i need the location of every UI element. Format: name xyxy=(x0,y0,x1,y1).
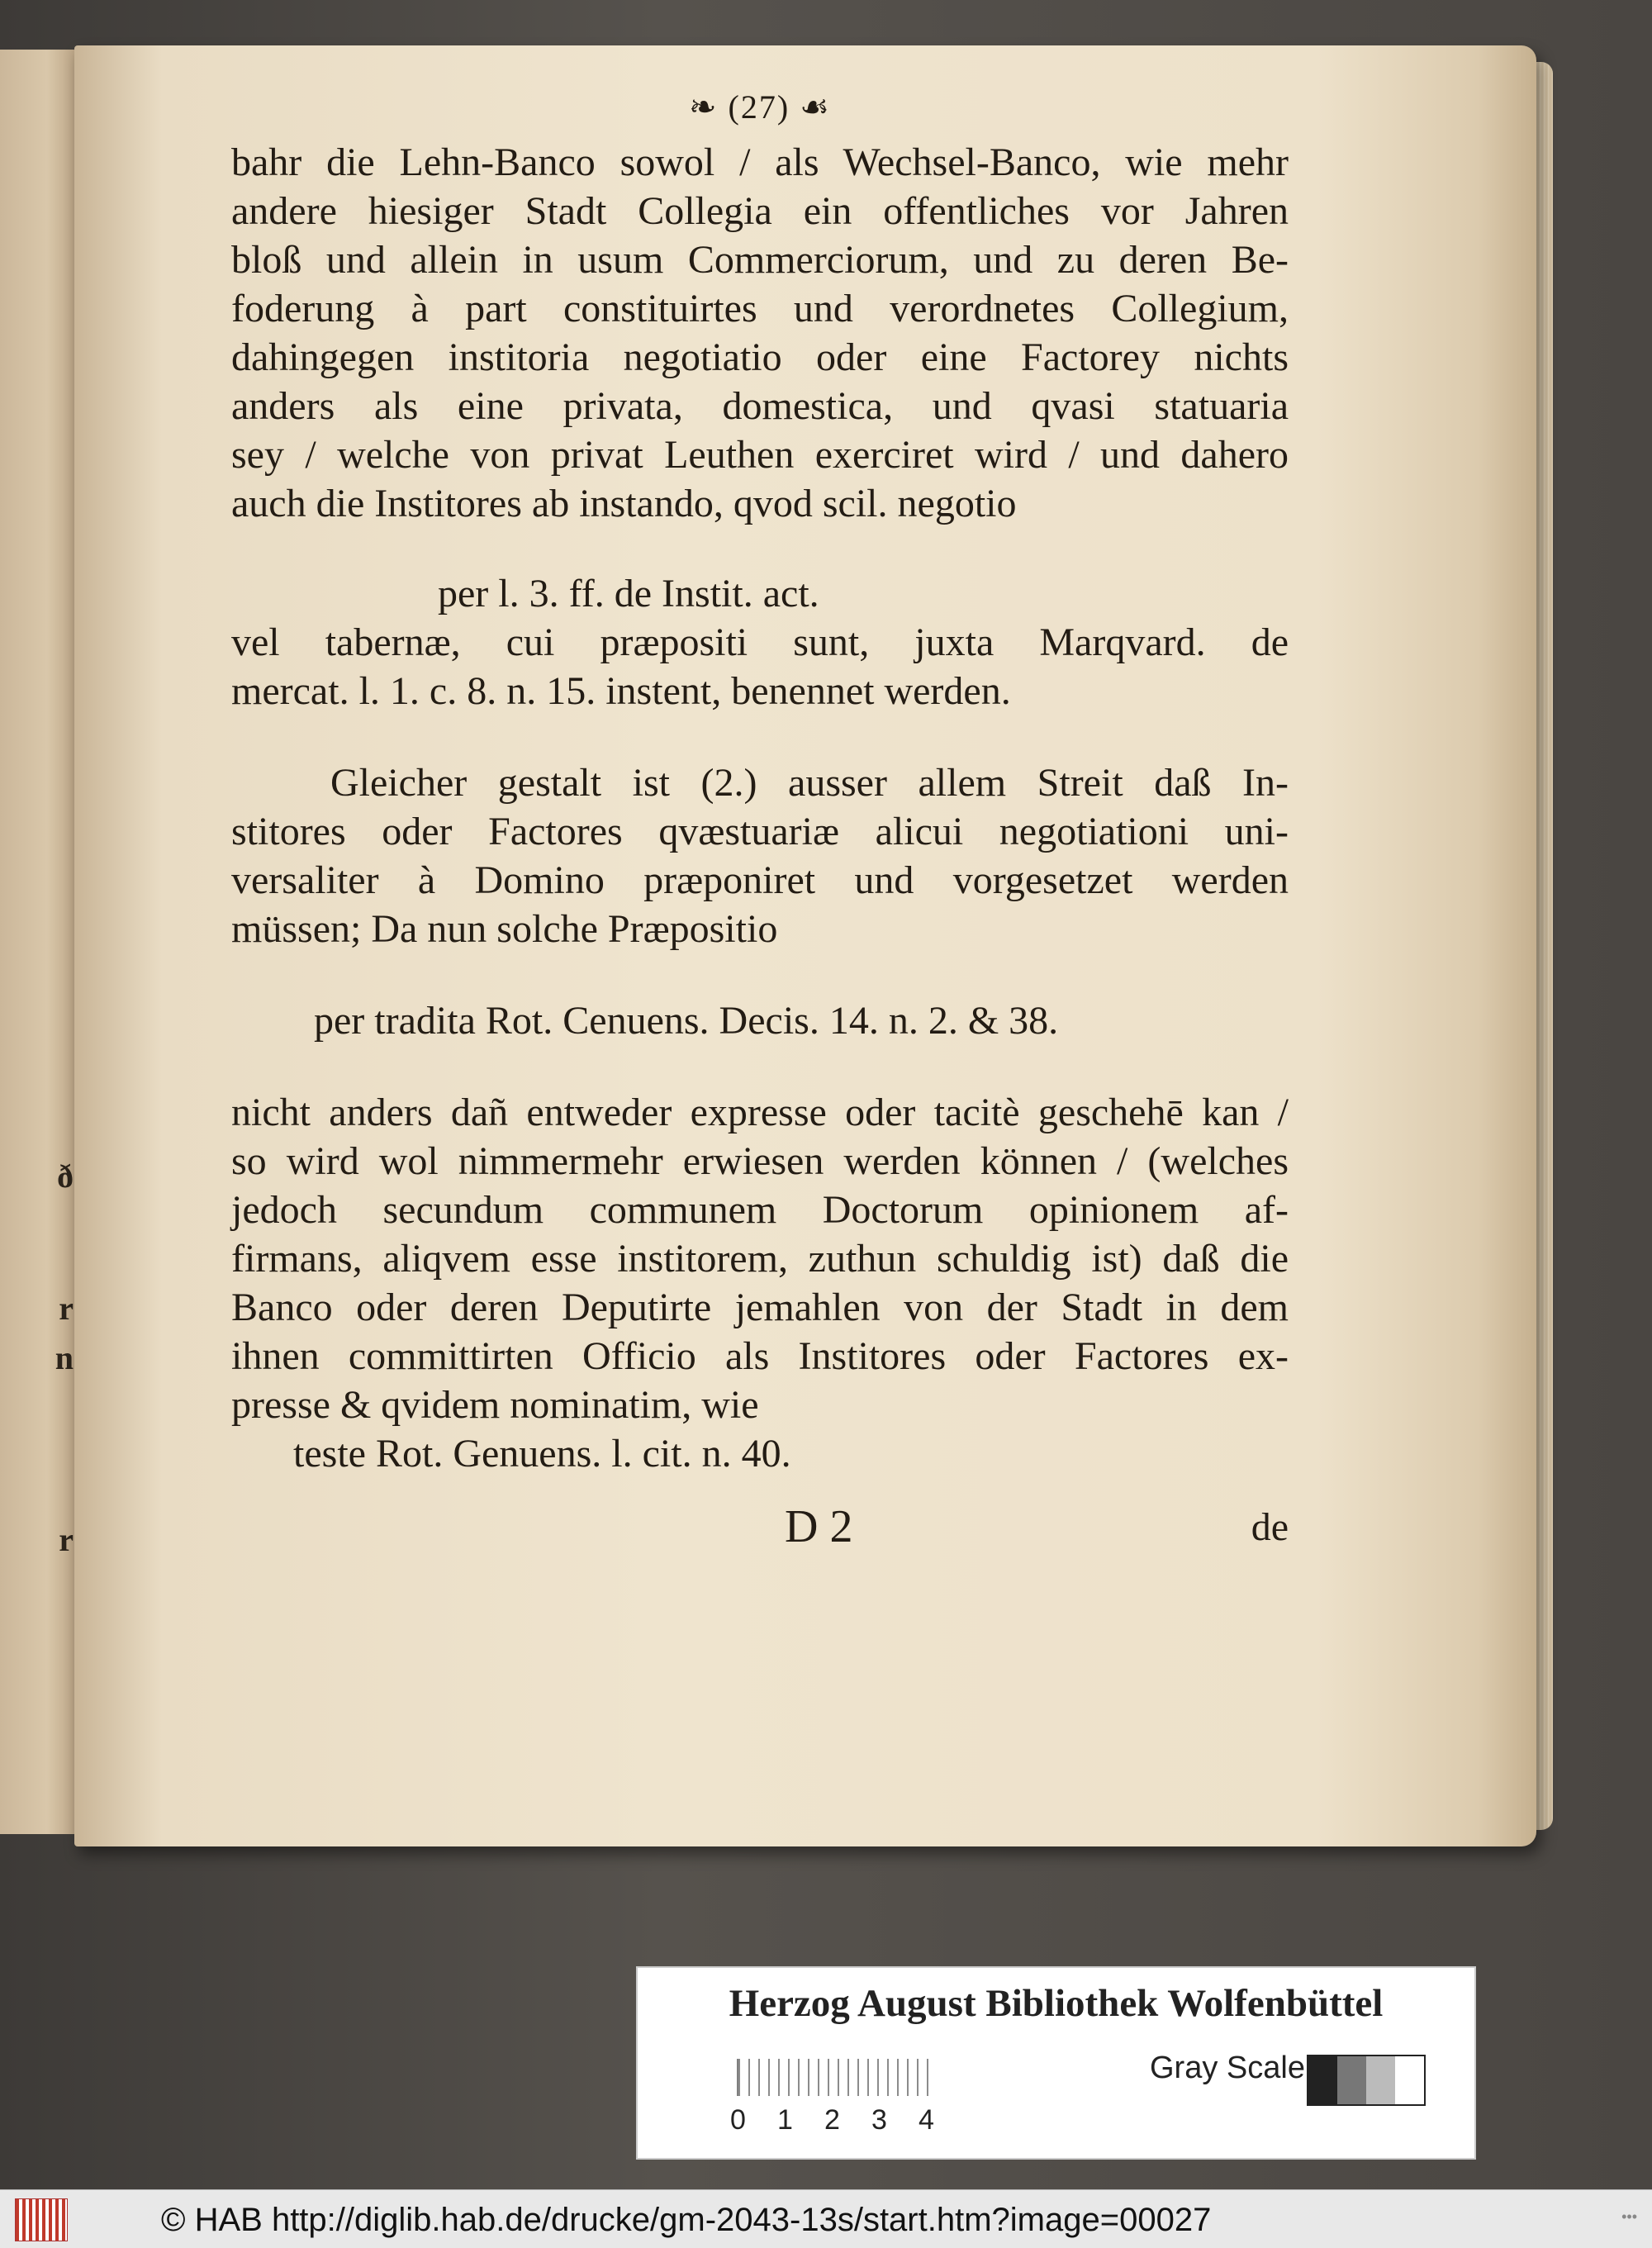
gray-step xyxy=(1308,2056,1337,2104)
text-line: foderung à part constituirtes und verordnetes Collegium, xyxy=(231,287,1289,330)
paragraph-1 xyxy=(231,138,1289,528)
text-line: stitores oder Factores qvæstuariæ alicui negotiationi uni- xyxy=(231,810,1289,853)
page-number: (27) xyxy=(728,88,790,126)
text-line: jedoch secundum communem Doctorum opinionem af- xyxy=(231,1188,1289,1232)
library-color-card xyxy=(636,1966,1476,2160)
page-text xyxy=(231,83,1289,1569)
ornament-left-icon: ❧ xyxy=(688,88,729,126)
text-line: so wird wol nimmermehr erwiesen werden können / (welches xyxy=(231,1139,1289,1183)
scale-ruler xyxy=(737,2059,937,2096)
hab-logo-icon xyxy=(15,2198,68,2241)
ruler-number: 4 xyxy=(919,2104,934,2136)
ruler-number: 0 xyxy=(730,2104,746,2136)
gray-step xyxy=(1366,2056,1395,2104)
footer-marker: ••• xyxy=(1621,2208,1637,2225)
text-line: vel tabernæ, cui præpositi sunt, juxta Marqvard. de xyxy=(231,620,1289,664)
page-header xyxy=(231,83,1289,131)
previous-page-edge xyxy=(0,50,78,1834)
text-line: anders als eine privata, domestica, und qvasi statuaria xyxy=(231,384,1289,428)
bleed-glyph: ð xyxy=(57,1157,74,1195)
citation-3: teste Rot. Genuens. l. cit. n. 40. xyxy=(293,1432,791,1476)
paragraph-2 xyxy=(231,758,1289,953)
gray-scale-label: Gray Scale xyxy=(1150,2051,1305,2085)
citation-1: per l. 3. ff. de Instit. act. xyxy=(438,572,819,615)
text-line: müssen; Da nun solche Præpositio xyxy=(231,907,778,951)
gray-step xyxy=(1395,2056,1424,2104)
text-line: dahingegen institoria negotiatio oder eine Factorey nichts xyxy=(231,335,1289,379)
text-line: nicht anders dañ entweder expresse oder tacitè geschehē kan / xyxy=(231,1091,1289,1134)
text-line: bloß und allein in usum Commerciorum, und zu deren Be- xyxy=(231,238,1289,282)
text-line: andere hiesiger Stadt Collegia ein offentliches vor Jahren xyxy=(231,189,1289,233)
footer-bar xyxy=(0,2189,1652,2248)
text-line: Banco oder deren Deputirte jemahlen von der Stadt in dem xyxy=(231,1286,1289,1329)
text-line: mercat. l. 1. c. 8. n. 15. instent, benennet werden. xyxy=(231,669,1011,713)
gray-scale-strip xyxy=(1307,2055,1426,2106)
bleed-glyph: r xyxy=(59,1521,74,1558)
ruler-number: 1 xyxy=(777,2104,793,2136)
text-line: presse & qvidem nominatim, wie xyxy=(231,1383,759,1427)
bleed-glyph: n xyxy=(55,1339,74,1376)
ruler-number: 3 xyxy=(871,2104,887,2136)
ruler-number: 2 xyxy=(824,2104,840,2136)
text-line: versaliter à Domino præponiret und vorgesetzet werden xyxy=(231,858,1289,902)
ornament-right-icon: ☙ xyxy=(790,88,831,126)
page-footer-row xyxy=(231,1503,1289,1569)
footer-url-text: © HAB http://diglib.hab.de/drucke/gm-2043-13s/start.htm?image=00027 xyxy=(161,2202,1212,2238)
library-name: Herzog August Bibliothek Wolfenbüttel xyxy=(729,1982,1384,2025)
catchword: de xyxy=(1251,1505,1289,1549)
text-line: auch die Institores ab instando, qvod scil. negotio xyxy=(231,482,1017,525)
text-line: sey / welche von privat Leuthen exerciret wird / und dahero xyxy=(231,433,1289,477)
bleed-glyph: r xyxy=(59,1290,74,1327)
text-line: ihnen committirten Officio als Institores oder Factores ex- xyxy=(231,1334,1289,1378)
text-line: firmans, aliqvem esse institorem, zuthun schuldig ist) daß die xyxy=(231,1237,1289,1281)
text-line: bahr die Lehn-Banco sowol / als Wechsel-Banco, wie mehr xyxy=(231,140,1289,184)
gray-step xyxy=(1337,2056,1366,2104)
paragraph-3 xyxy=(231,1088,1289,1429)
citation-2: per tradita Rot. Cenuens. Decis. 14. n. 2. & 38. xyxy=(314,999,1059,1043)
signature-mark: D 2 xyxy=(785,1501,853,1552)
paragraph-1-continuation xyxy=(231,618,1289,715)
text-line: Gleicher gestalt ist (2.) ausser allem Streit daß In- xyxy=(330,761,1289,805)
